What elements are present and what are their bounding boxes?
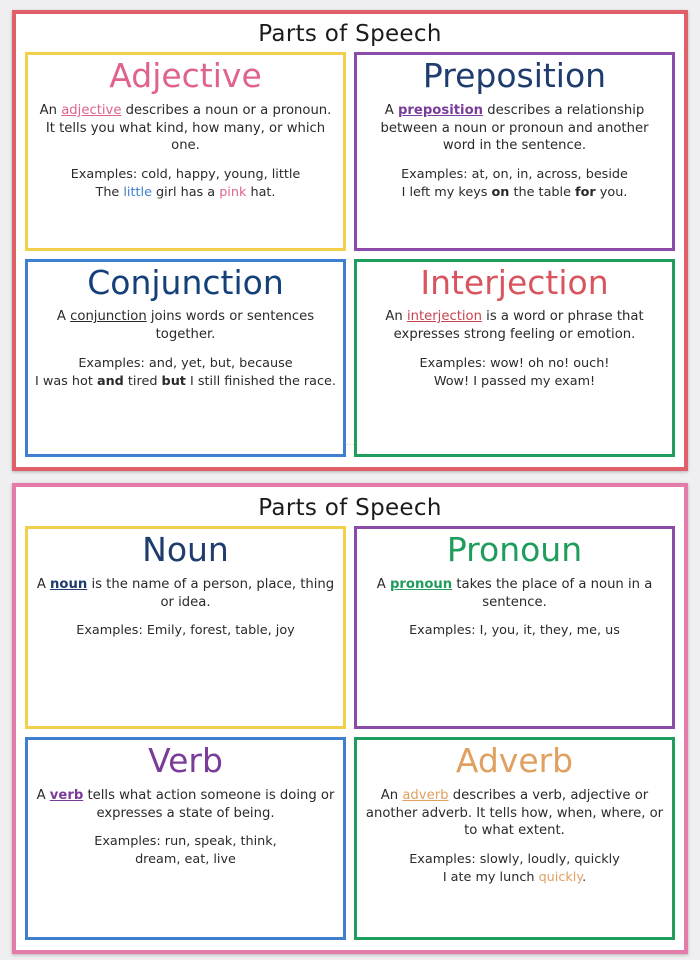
examples-list: Emily, forest, table, joy [142,623,295,639]
sentence-highlight-2: but [161,373,186,389]
card-example-sentence [443,869,586,886]
card-grid [25,526,675,940]
definition-prefix: An [39,102,62,118]
examples-list: at, on, in, across, beside [467,166,628,182]
card-examples [409,622,620,639]
page-title: Parts of Speech [258,495,442,522]
examples-label: Examples: [409,851,476,867]
card-examples [94,833,277,850]
card-examples [78,355,292,372]
examples-list: wow! oh no! ouch! [486,355,610,371]
card-heading: Adverb [455,741,574,780]
definition-prefix: A [384,102,398,118]
card-examples [409,851,620,868]
card-conjunction [25,259,346,458]
definition-suffix: is a word or phrase that expresses strong feeling or emotion. [393,309,644,342]
definition-prefix: A [36,576,51,592]
sentence-highlight-1: quickly [538,869,583,885]
sentence-prefix: I left my keys [401,184,492,200]
sentence-prefix: Wow! I passed my exam! [433,373,596,389]
examples-list: cold, happy, young, little [137,166,301,182]
card-example-sentence [402,184,628,201]
card-heading: Noun [142,530,229,570]
definition-suffix: is the name of a person, place, thing or idea. [87,576,335,610]
card-definition [34,576,337,611]
definition-term: verb [49,787,84,803]
card-examples [420,355,610,372]
poster-parts-of-speech-1 [12,10,688,471]
sentence-highlight-2: pink [219,184,247,200]
card-example-sentence [434,373,595,390]
examples-label: Examples: [409,623,476,639]
examples-label: Examples: [70,166,138,182]
card-adverb [354,737,675,940]
examples-list: I, you, it, they, me, us [475,623,620,639]
definition-term: adjective [61,102,122,118]
examples-list: run, speak, think, [160,834,277,850]
card-adjective [25,52,346,251]
card-grid [25,52,675,457]
sentence-highlight-1: little [123,184,152,200]
card-definition [363,308,666,343]
definition-prefix: A [376,576,390,592]
examples-list: slowly, loudly, quickly [475,851,620,867]
sentence-middle: tired [123,373,162,389]
sentence-prefix: The [95,184,124,200]
sentence-suffix: hat. [246,184,276,200]
definition-term: pronoun [389,576,453,592]
definition-term: noun [50,576,88,592]
card-examples [71,166,301,183]
sentence-prefix: I ate my lunch [442,869,539,885]
examples-label: Examples: [94,834,161,850]
card-definition [363,576,666,611]
card-definition [363,787,666,840]
definition-suffix: takes the place of a noun in a sentence. [452,576,653,610]
sentence-highlight-2: for [575,184,596,200]
card-definition [34,787,337,822]
definition-term: interjection [406,309,482,325]
sentence-middle: . [582,869,587,885]
card-heading: Interjection [420,262,609,302]
card-definition [34,102,337,155]
card-heading: Preposition [422,56,607,95]
definition-suffix: tells what action someone is doing or expresses a state of being. [83,787,335,821]
sentence-highlight-1: and [96,373,124,389]
definition-prefix: A [36,787,50,803]
definition-prefix: An [380,787,403,803]
card-examples [76,622,294,639]
examples-label: Examples: [78,355,145,371]
definition-suffix: describes a noun or a pronoun. It tells you what kind, how many, or which one. [45,102,332,154]
card-examples [401,166,628,183]
card-preposition [354,52,675,251]
sentence-highlight-1: on [491,184,510,200]
card-heading: Verb [148,741,223,780]
card-definition [34,308,337,343]
card-interjection [354,259,675,458]
sentence-suffix: you. [595,184,628,200]
card-example-sentence [96,184,276,201]
definition-suffix: describes a relationship between a noun or pronoun and another word in the sentence. [380,102,649,154]
card-heading: Adjective [109,56,262,95]
examples-label: Examples: [419,355,487,371]
definition-term: conjunction [70,309,147,325]
definition-prefix: An [385,309,407,325]
sentence-suffix: I still finished the race. [185,373,336,389]
card-verb [25,737,346,940]
page-title: Parts of Speech [258,21,442,47]
card-pronoun [354,526,675,729]
card-heading: Pronoun [446,530,583,570]
card-example-sentence [35,373,336,390]
card-heading: Conjunction [87,262,284,302]
sentence-middle: the table [509,184,576,200]
examples-list: and, yet, but, because [144,355,293,371]
definition-prefix: A [56,309,71,325]
card-examples-continued [135,851,236,868]
poster-parts-of-speech-2 [12,483,688,954]
watermark: ... [346,438,356,447]
card-definition [363,102,666,155]
sentence-prefix: dream, eat, live [135,852,236,868]
definition-suffix: joins words or sentences together. [146,309,315,342]
definition-suffix: describes a verb, adjective or another adverb. It tells how, when, where, or to what extent. [365,787,664,839]
sentence-middle: girl has a [151,184,220,200]
examples-label: Examples: [76,623,143,639]
definition-term: preposition [397,102,484,118]
examples-label: Examples: [401,166,468,182]
definition-term: adverb [402,787,449,803]
card-noun [25,526,346,729]
sentence-prefix: I was hot [35,373,97,389]
